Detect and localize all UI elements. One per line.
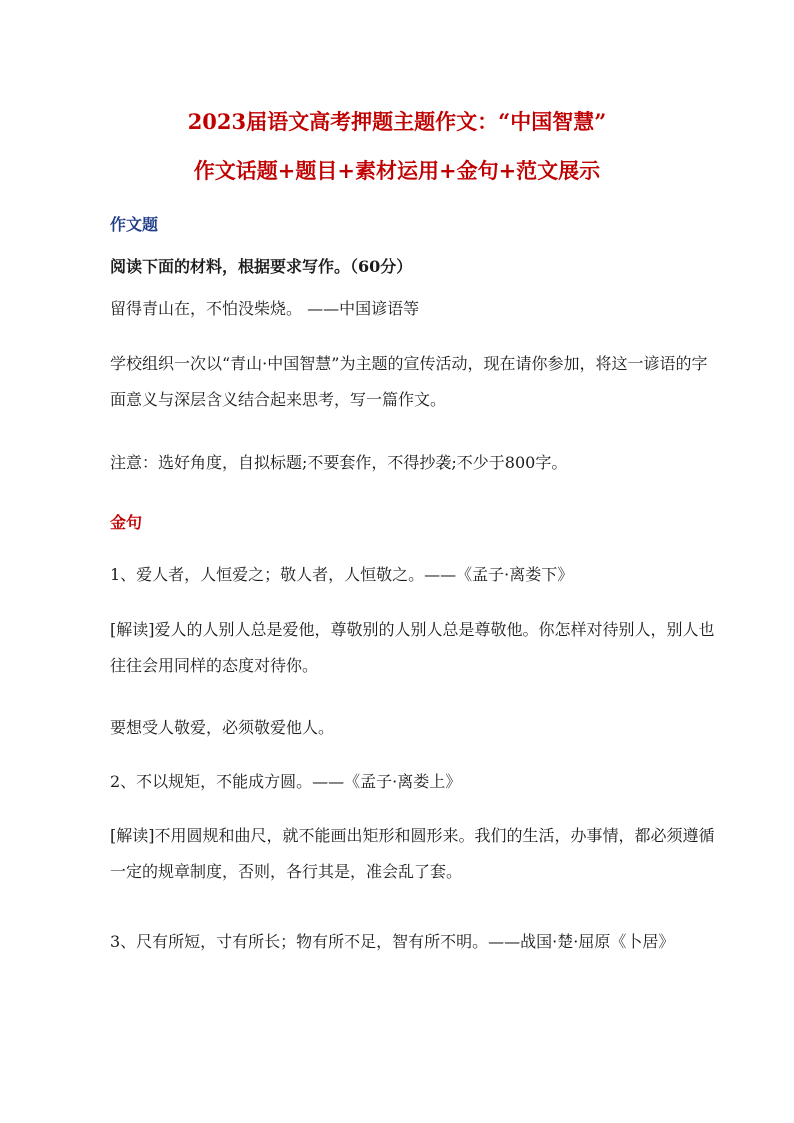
notice-line: 注意：选好角度，自拟标题;不要套作，不得抄袭;不少于800字。 (110, 453, 568, 472)
quote-1: 1、爱人者，人恒爱之；敬人者，人恒敬之。——《孟子·离娄下》 (110, 565, 574, 584)
quote-1-extra: 要想受人敬爱，必须敬爱他人。 (110, 718, 335, 737)
instruction-line: 阅读下面的材料，根据要求写作。（60分） (110, 257, 413, 276)
section-heading-topic: 作文题 (110, 215, 159, 234)
section-heading-quotes: 金句 (110, 513, 143, 532)
task-paragraph-text: 学校组织一次以“青山·中国智慧”为主题的宣传活动，现在请你参加，将这一谚语的字面意义与深层含义结合起来思考，写一篇作文。 (110, 354, 708, 409)
material-quote: 留得青山在，不怕没柴烧。 ——中国谚语等 (110, 299, 420, 318)
task-paragraph (110, 346, 722, 418)
quote-2: 2、不以规矩，不能成方圆。——《孟子·离娄上》 (110, 772, 462, 791)
document-title: 2023届语文高考押题主题作文：“中国智慧” (187, 109, 607, 134)
quote-1-interpretation: [解读]爱人的人别人总是爱他，尊敬别的人别人总是尊敬他。你怎样对待别人，别人也往往会用同样的态度对待你。 (110, 620, 715, 675)
quote-3: 3、尺有所短，寸有所长；物有所不足，智有所不明。——战国·楚·屈原《卜居》 (110, 932, 675, 951)
document-subtitle: 作文话题+题目+素材运用+金句+范文展示 (193, 158, 601, 183)
quote-2-interpretation: [解读]不用圆规和曲尺，就不能画出矩形和圆形来。我们的生活，办事情，都必须遵循一定的规章制度，否则，各行其是，准会乱了套。 (110, 826, 715, 881)
